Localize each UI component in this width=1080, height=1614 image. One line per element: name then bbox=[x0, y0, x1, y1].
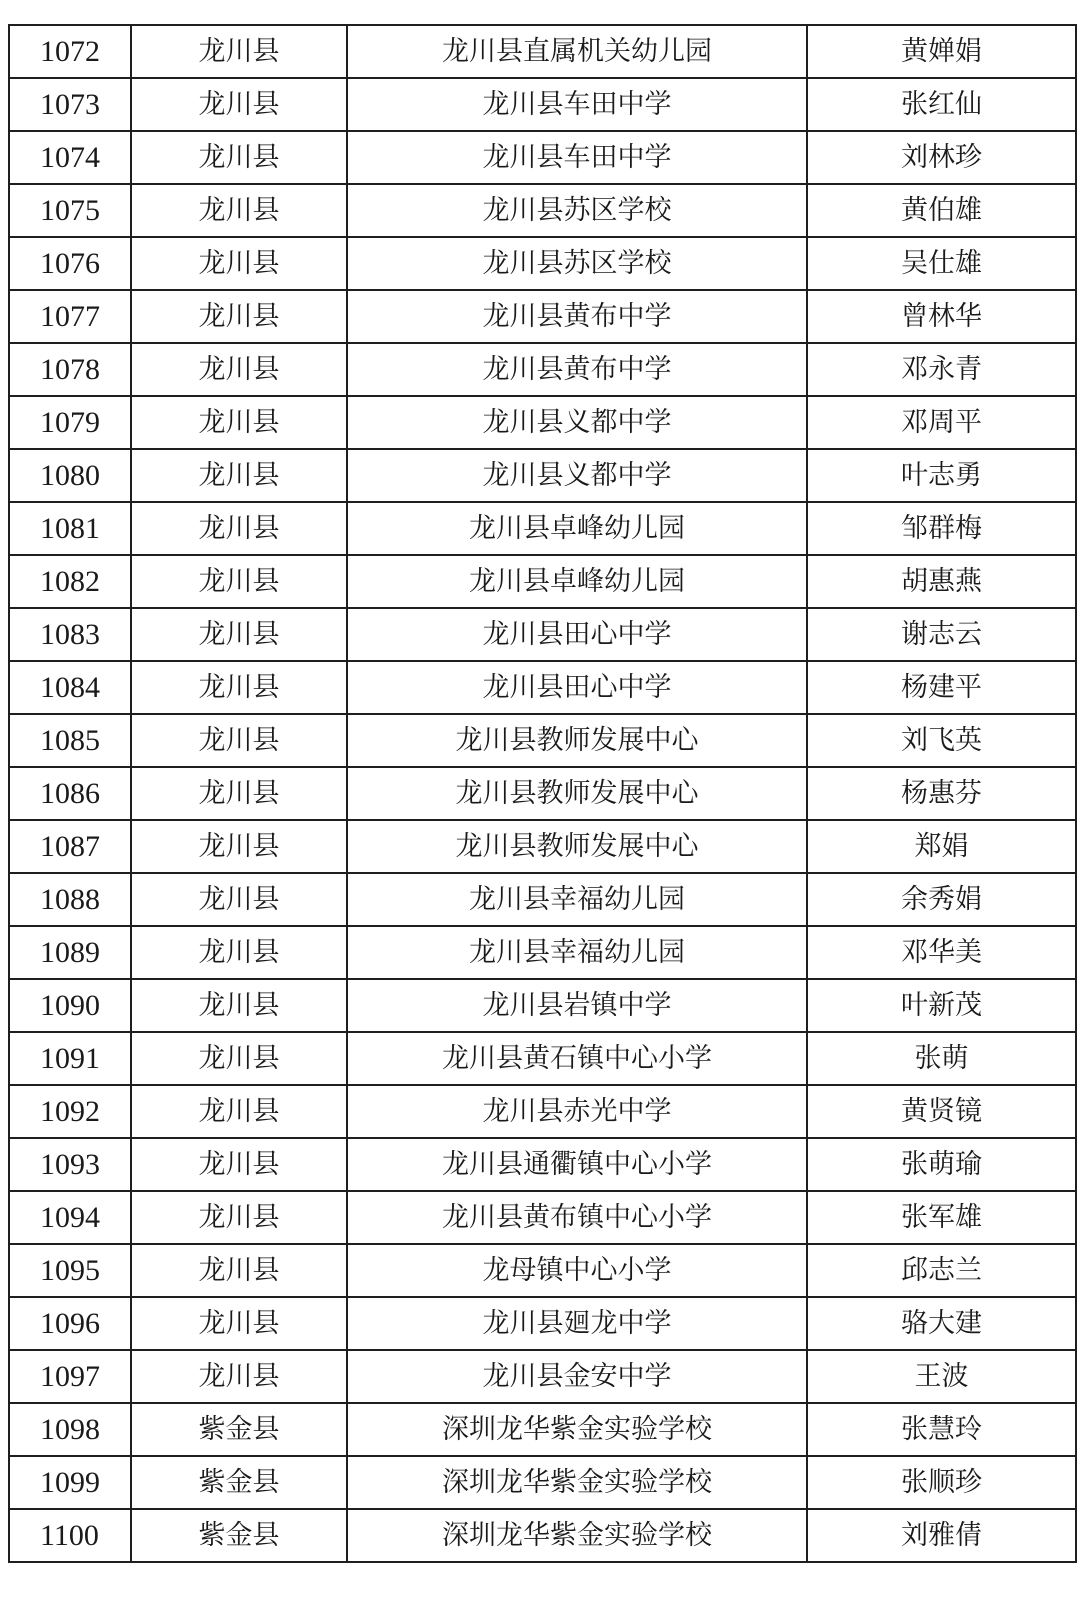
cell-school: 龙川县黄布镇中心小学 bbox=[347, 1191, 807, 1244]
cell-number: 1099 bbox=[9, 1456, 131, 1509]
cell-number: 1074 bbox=[9, 131, 131, 184]
cell-person-name: 杨惠芬 bbox=[807, 767, 1076, 820]
cell-school: 龙川县金安中学 bbox=[347, 1350, 807, 1403]
cell-school: 龙川县车田中学 bbox=[347, 78, 807, 131]
cell-number: 1073 bbox=[9, 78, 131, 131]
roster-table bbox=[8, 24, 1077, 1563]
table-row bbox=[9, 1138, 1076, 1191]
cell-school: 龙川县苏区学校 bbox=[347, 237, 807, 290]
table-row bbox=[9, 1032, 1076, 1085]
table-row bbox=[9, 926, 1076, 979]
cell-number: 1080 bbox=[9, 449, 131, 502]
cell-county: 龙川县 bbox=[131, 608, 347, 661]
cell-county: 龙川县 bbox=[131, 767, 347, 820]
cell-person-name: 余秀娟 bbox=[807, 873, 1076, 926]
cell-county: 龙川县 bbox=[131, 343, 347, 396]
cell-number: 1088 bbox=[9, 873, 131, 926]
cell-person-name: 刘林珍 bbox=[807, 131, 1076, 184]
cell-person-name: 叶志勇 bbox=[807, 449, 1076, 502]
cell-county: 龙川县 bbox=[131, 1138, 347, 1191]
cell-number: 1082 bbox=[9, 555, 131, 608]
cell-school: 龙川县黄石镇中心小学 bbox=[347, 1032, 807, 1085]
cell-school: 龙川县田心中学 bbox=[347, 608, 807, 661]
cell-person-name: 刘飞英 bbox=[807, 714, 1076, 767]
table-row bbox=[9, 237, 1076, 290]
cell-person-name: 邱志兰 bbox=[807, 1244, 1076, 1297]
table-row bbox=[9, 1244, 1076, 1297]
cell-school: 龙川县黄布中学 bbox=[347, 343, 807, 396]
cell-number: 1077 bbox=[9, 290, 131, 343]
cell-person-name: 邓华美 bbox=[807, 926, 1076, 979]
cell-county: 龙川县 bbox=[131, 926, 347, 979]
cell-number: 1075 bbox=[9, 184, 131, 237]
cell-number: 1083 bbox=[9, 608, 131, 661]
table-row bbox=[9, 343, 1076, 396]
cell-school: 深圳龙华紫金实验学校 bbox=[347, 1403, 807, 1456]
cell-county: 龙川县 bbox=[131, 237, 347, 290]
cell-number: 1072 bbox=[9, 25, 131, 78]
table-row bbox=[9, 1509, 1076, 1562]
cell-school: 龙川县廻龙中学 bbox=[347, 1297, 807, 1350]
cell-person-name: 郑娟 bbox=[807, 820, 1076, 873]
cell-person-name: 张红仙 bbox=[807, 78, 1076, 131]
table-row bbox=[9, 396, 1076, 449]
cell-school: 龙川县赤光中学 bbox=[347, 1085, 807, 1138]
cell-person-name: 叶新茂 bbox=[807, 979, 1076, 1032]
cell-person-name: 张萌 bbox=[807, 1032, 1076, 1085]
cell-person-name: 杨建平 bbox=[807, 661, 1076, 714]
cell-number: 1090 bbox=[9, 979, 131, 1032]
cell-number: 1100 bbox=[9, 1509, 131, 1562]
cell-school: 龙川县卓峰幼儿园 bbox=[347, 555, 807, 608]
cell-number: 1078 bbox=[9, 343, 131, 396]
table-row bbox=[9, 1456, 1076, 1509]
table-row bbox=[9, 1350, 1076, 1403]
cell-county: 龙川县 bbox=[131, 1350, 347, 1403]
cell-school: 龙川县教师发展中心 bbox=[347, 714, 807, 767]
cell-county: 紫金县 bbox=[131, 1509, 347, 1562]
cell-school: 龙川县幸福幼儿园 bbox=[347, 926, 807, 979]
cell-number: 1079 bbox=[9, 396, 131, 449]
cell-number: 1092 bbox=[9, 1085, 131, 1138]
cell-person-name: 吴仕雄 bbox=[807, 237, 1076, 290]
cell-person-name: 刘雅倩 bbox=[807, 1509, 1076, 1562]
cell-school: 龙川县田心中学 bbox=[347, 661, 807, 714]
cell-number: 1095 bbox=[9, 1244, 131, 1297]
cell-number: 1081 bbox=[9, 502, 131, 555]
cell-school: 深圳龙华紫金实验学校 bbox=[347, 1509, 807, 1562]
cell-number: 1085 bbox=[9, 714, 131, 767]
cell-school: 龙川县教师发展中心 bbox=[347, 767, 807, 820]
table-row bbox=[9, 1085, 1076, 1138]
cell-person-name: 谢志云 bbox=[807, 608, 1076, 661]
cell-number: 1076 bbox=[9, 237, 131, 290]
cell-person-name: 曾林华 bbox=[807, 290, 1076, 343]
cell-school: 龙川县卓峰幼儿园 bbox=[347, 502, 807, 555]
table-row bbox=[9, 661, 1076, 714]
cell-person-name: 邓周平 bbox=[807, 396, 1076, 449]
table-row bbox=[9, 131, 1076, 184]
cell-county: 龙川县 bbox=[131, 820, 347, 873]
cell-school: 龙川县义都中学 bbox=[347, 449, 807, 502]
cell-county: 龙川县 bbox=[131, 78, 347, 131]
cell-person-name: 黄婵娟 bbox=[807, 25, 1076, 78]
cell-county: 龙川县 bbox=[131, 661, 347, 714]
cell-county: 龙川县 bbox=[131, 873, 347, 926]
table-row bbox=[9, 608, 1076, 661]
cell-school: 深圳龙华紫金实验学校 bbox=[347, 1456, 807, 1509]
cell-county: 龙川县 bbox=[131, 1191, 347, 1244]
cell-school: 龙母镇中心小学 bbox=[347, 1244, 807, 1297]
cell-person-name: 邹群梅 bbox=[807, 502, 1076, 555]
cell-school: 龙川县教师发展中心 bbox=[347, 820, 807, 873]
table-row bbox=[9, 449, 1076, 502]
cell-person-name: 王波 bbox=[807, 1350, 1076, 1403]
cell-county: 龙川县 bbox=[131, 555, 347, 608]
roster-table-body bbox=[9, 25, 1076, 1562]
cell-school: 龙川县幸福幼儿园 bbox=[347, 873, 807, 926]
cell-county: 龙川县 bbox=[131, 1032, 347, 1085]
cell-county: 紫金县 bbox=[131, 1456, 347, 1509]
cell-number: 1089 bbox=[9, 926, 131, 979]
table-row bbox=[9, 873, 1076, 926]
cell-county: 龙川县 bbox=[131, 1297, 347, 1350]
cell-county: 龙川县 bbox=[131, 714, 347, 767]
cell-person-name: 张顺珍 bbox=[807, 1456, 1076, 1509]
table-row bbox=[9, 714, 1076, 767]
table-row bbox=[9, 979, 1076, 1032]
cell-school: 龙川县车田中学 bbox=[347, 131, 807, 184]
cell-number: 1087 bbox=[9, 820, 131, 873]
table-row bbox=[9, 1297, 1076, 1350]
table-row bbox=[9, 1403, 1076, 1456]
cell-person-name: 张萌瑜 bbox=[807, 1138, 1076, 1191]
cell-county: 龙川县 bbox=[131, 184, 347, 237]
cell-county: 龙川县 bbox=[131, 979, 347, 1032]
cell-county: 龙川县 bbox=[131, 25, 347, 78]
table-row bbox=[9, 555, 1076, 608]
cell-county: 龙川县 bbox=[131, 131, 347, 184]
table-row bbox=[9, 767, 1076, 820]
cell-county: 龙川县 bbox=[131, 1244, 347, 1297]
cell-number: 1097 bbox=[9, 1350, 131, 1403]
table-row bbox=[9, 25, 1076, 78]
cell-number: 1091 bbox=[9, 1032, 131, 1085]
cell-school: 龙川县岩镇中学 bbox=[347, 979, 807, 1032]
table-row bbox=[9, 502, 1076, 555]
cell-person-name: 邓永青 bbox=[807, 343, 1076, 396]
cell-number: 1086 bbox=[9, 767, 131, 820]
table-row bbox=[9, 78, 1076, 131]
cell-county: 龙川县 bbox=[131, 502, 347, 555]
cell-number: 1096 bbox=[9, 1297, 131, 1350]
cell-county: 龙川县 bbox=[131, 396, 347, 449]
cell-county: 龙川县 bbox=[131, 1085, 347, 1138]
cell-school: 龙川县苏区学校 bbox=[347, 184, 807, 237]
cell-school: 龙川县黄布中学 bbox=[347, 290, 807, 343]
cell-school: 龙川县直属机关幼儿园 bbox=[347, 25, 807, 78]
cell-county: 紫金县 bbox=[131, 1403, 347, 1456]
cell-number: 1094 bbox=[9, 1191, 131, 1244]
cell-person-name: 胡惠燕 bbox=[807, 555, 1076, 608]
cell-person-name: 黄贤镜 bbox=[807, 1085, 1076, 1138]
cell-county: 龙川县 bbox=[131, 290, 347, 343]
cell-number: 1084 bbox=[9, 661, 131, 714]
table-row bbox=[9, 1191, 1076, 1244]
cell-person-name: 张慧玲 bbox=[807, 1403, 1076, 1456]
table-row bbox=[9, 290, 1076, 343]
cell-school: 龙川县义都中学 bbox=[347, 396, 807, 449]
table-row bbox=[9, 820, 1076, 873]
cell-number: 1093 bbox=[9, 1138, 131, 1191]
cell-person-name: 骆大建 bbox=[807, 1297, 1076, 1350]
cell-person-name: 黄伯雄 bbox=[807, 184, 1076, 237]
cell-number: 1098 bbox=[9, 1403, 131, 1456]
cell-county: 龙川县 bbox=[131, 449, 347, 502]
table-row bbox=[9, 184, 1076, 237]
cell-person-name: 张军雄 bbox=[807, 1191, 1076, 1244]
cell-school: 龙川县通衢镇中心小学 bbox=[347, 1138, 807, 1191]
